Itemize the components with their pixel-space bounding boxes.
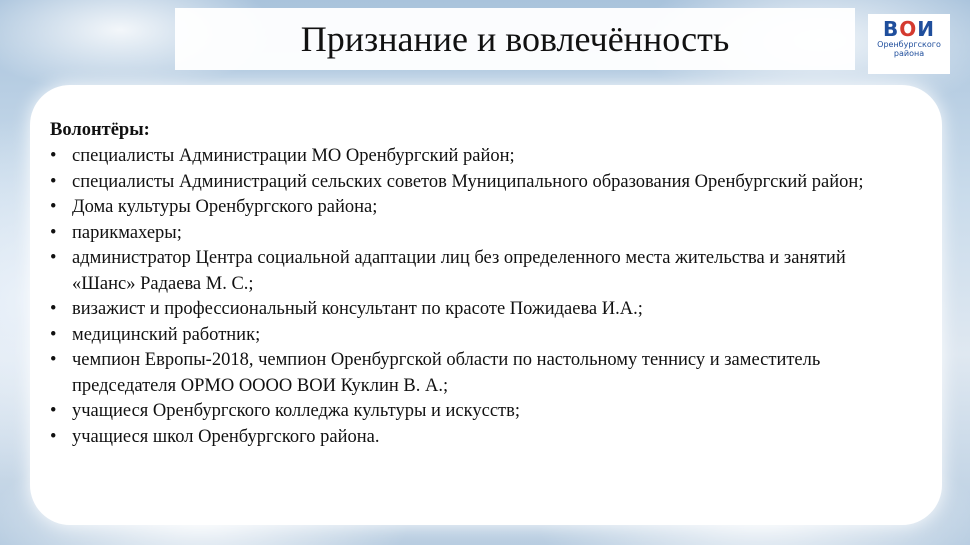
bullet: • (50, 146, 57, 166)
logo-letter-2: О (899, 17, 918, 41)
list-item-text: специалисты Администраций сельских советов Муниципального образования Оренбургский район; (72, 171, 864, 192)
list-item (50, 399, 910, 425)
logo-line-1: Оренбургского (877, 40, 941, 49)
list-item (50, 246, 910, 297)
list-item-text: визажист и профессиональный консультант по красоте Пожидаева И.А.; (72, 299, 643, 319)
list-item (50, 348, 910, 399)
bullet: • (50, 248, 57, 268)
list-item (50, 221, 910, 247)
bullet: • (50, 171, 57, 192)
list-item (50, 425, 910, 451)
logo-letter-1: В (882, 17, 900, 41)
bullet: • (50, 197, 57, 217)
title-bar (175, 8, 855, 70)
bullet: • (50, 350, 57, 370)
bullet: • (50, 324, 57, 345)
list-item (50, 323, 910, 349)
list-item (50, 170, 910, 196)
list-item-text: администратор Центра социальной адаптации лиц без определенного места жительства и занятий «Шанс» Радаева М. С.; (72, 248, 846, 294)
bullet: • (50, 299, 57, 319)
bullet: • (50, 401, 57, 421)
section-heading: Волонтёры: (50, 120, 150, 140)
list-item-text: учащиеся школ Оренбургского района. (72, 426, 380, 447)
list-item-text: парикмахеры; (72, 222, 182, 243)
list-item (50, 297, 910, 323)
logo-mark (883, 18, 935, 40)
list-item (50, 144, 910, 170)
voi-logo (868, 14, 950, 74)
slide-title: Признание и вовлечённость (300, 19, 730, 59)
list-item-text: чемпион Европы-2018, чемпион Оренбургской области по настольному теннису и заместитель председателя ОРМО ОООО ВОИ Куклин В. А.; (72, 350, 821, 396)
volunteer-list (50, 144, 910, 450)
list-item-text: медицинский работник; (72, 324, 261, 345)
logo-line-2: района (893, 49, 925, 58)
list-item-text: Дома культуры Оренбургского района; (72, 197, 378, 217)
list-item-text: учащиеся Оренбургского колледжа культуры и искусств; (72, 401, 520, 421)
list-item (50, 195, 910, 221)
logo-letter-3: И (917, 17, 935, 41)
bullet: • (50, 426, 57, 447)
bullet: • (50, 222, 57, 243)
list-item-text: специалисты Администрации МО Оренбургский район; (72, 146, 515, 166)
